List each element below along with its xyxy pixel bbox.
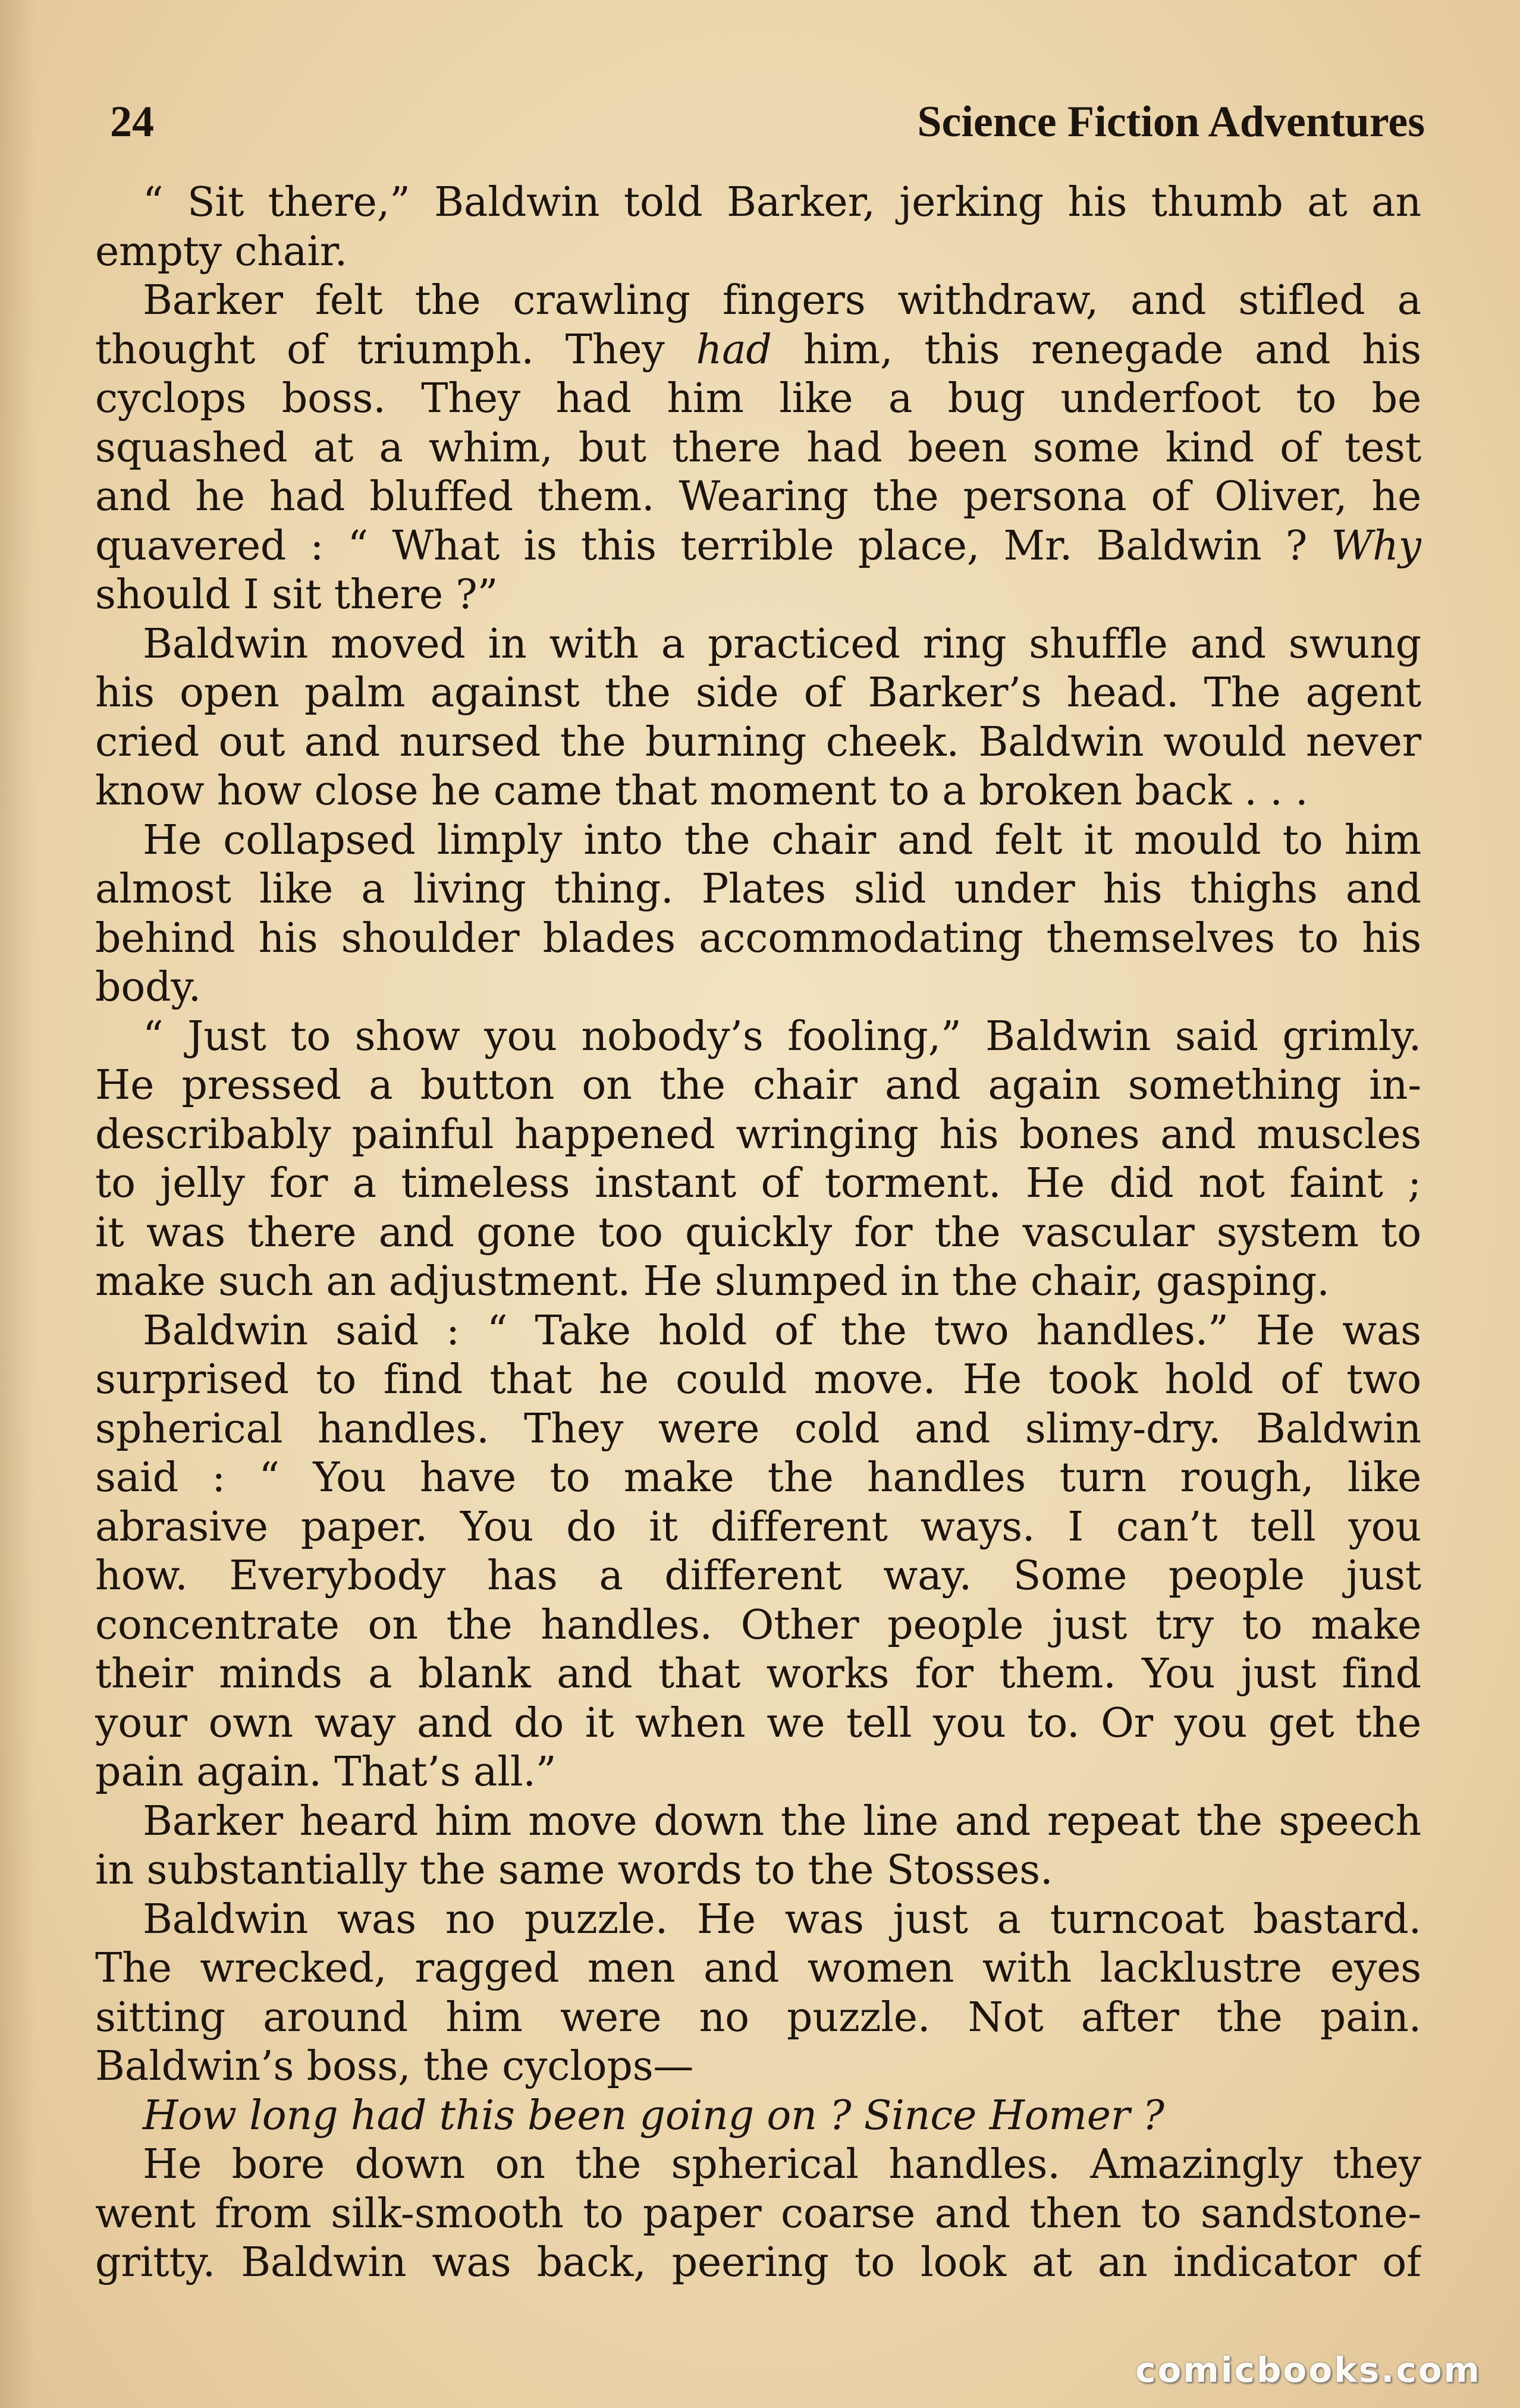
story-text — [95, 178, 1421, 2288]
emphasis-word: had — [696, 326, 772, 373]
watermark-logo: comicbooks.com — [1135, 2350, 1481, 2390]
text-line: to jelly for a timeless instant of torment. He did not faint ; — [95, 1160, 1421, 1207]
text-line: your own way and do it when we tell you to. Or you get the — [95, 1699, 1421, 1747]
page-number: 24 — [110, 98, 154, 146]
text-line: their minds a blank and that works for them. You just find — [95, 1651, 1421, 1697]
text-line: Baldwin’s boss, the cyclops— — [95, 2043, 694, 2090]
text-line: gritty. Baldwin was back, peering to look at an indicator of — [95, 2239, 1421, 2286]
text-line: should I sit there ?” — [95, 571, 498, 618]
text-line: concentrate on the handles. Other people just try to make — [95, 1601, 1421, 1649]
text-line: Barker heard him move down the line and repeat the speech — [143, 1797, 1421, 1845]
text-line: He bore down on the spherical handles. Amazingly they — [143, 2141, 1421, 2188]
text-line: thought of triumph. They had him, this renegade and his — [95, 326, 1421, 373]
text-line: said : “ You have to make the handles turn rough, like — [95, 1454, 1421, 1501]
text-line: spherical handles. They were cold and slimy-dry. Baldwin — [95, 1405, 1421, 1453]
text-line: how. Everybody has a different way. Some people just — [95, 1552, 1421, 1599]
text-line: and he had bluffed them. Wearing the persona of Oliver, he — [95, 473, 1421, 520]
text-line: went from silk-smooth to paper coarse and then to sandstone- — [95, 2190, 1421, 2237]
text-line: abrasive paper. You do it different ways. I can’t tell you — [95, 1503, 1421, 1551]
text-line: He pressed a button on the chair and again something in- — [95, 1062, 1421, 1109]
text-line: cried out and nursed the burning cheek. Baldwin would never — [95, 718, 1421, 766]
text-line: How long had this been going on ? Since Homer ? — [143, 2092, 1164, 2139]
text-line: describably painful happened wringing his bones and muscles — [95, 1111, 1421, 1158]
running-title: Science Fiction Adventures — [917, 98, 1425, 146]
text-line: “ Just to show you nobody’s fooling,” Baldwin said grimly. — [143, 1013, 1421, 1060]
text-line: pain again. That’s all.” — [95, 1749, 557, 1796]
text-line: sitting around him were no puzzle. Not after the pain. — [95, 1994, 1421, 2041]
page-header — [110, 89, 1425, 155]
text-line: know how close he came that moment to a broken back . . . — [95, 768, 1308, 815]
text-line: quavered : “ What is this terrible place, Mr. Baldwin ? Why — [95, 522, 1421, 570]
text-line: in substantially the same words to the Stosses. — [95, 1847, 1053, 1894]
text-line: behind his shoulder blades accommodating themselves to his — [95, 914, 1421, 962]
text-line: Barker felt the crawling fingers withdraw, and stifled a — [143, 277, 1421, 324]
text-line: empty chair. — [95, 228, 348, 275]
text-line: Baldwin said : “ Take hold of the two handles.” He was — [143, 1307, 1421, 1354]
text-line: The wrecked, ragged men and women with lacklustre eyes — [95, 1945, 1421, 1992]
emphasis-word: Why — [1331, 522, 1421, 570]
text-line: “ Sit there,” Baldwin told Barker, jerking his thumb at an — [143, 179, 1421, 226]
text-line: surprised to find that he could move. He took hold of two — [95, 1356, 1421, 1403]
text-line: almost like a living thing. Plates slid under his thighs and — [95, 866, 1421, 913]
text-line: his open palm against the side of Barker’s head. The agent — [95, 669, 1421, 716]
text-line: it was there and gone too quickly for the vascular system to — [95, 1209, 1421, 1256]
text-line: Baldwin moved in with a practiced ring shuffle and swung — [143, 620, 1421, 668]
text-line: cyclops boss. They had him like a bug underfoot to be — [95, 375, 1421, 422]
text-line: make such an adjustment. He slumped in the chair, gasping. — [95, 1258, 1330, 1305]
text-line: He collapsed limply into the chair and felt it mould to him — [143, 816, 1421, 864]
text-line: body. — [95, 964, 201, 1011]
page-edge-shadow — [0, 0, 36, 2408]
text-line: squashed at a whim, but there had been some kind of test — [95, 424, 1421, 471]
text-line: Baldwin was no puzzle. He was just a turncoat bastard. — [143, 1895, 1421, 1943]
